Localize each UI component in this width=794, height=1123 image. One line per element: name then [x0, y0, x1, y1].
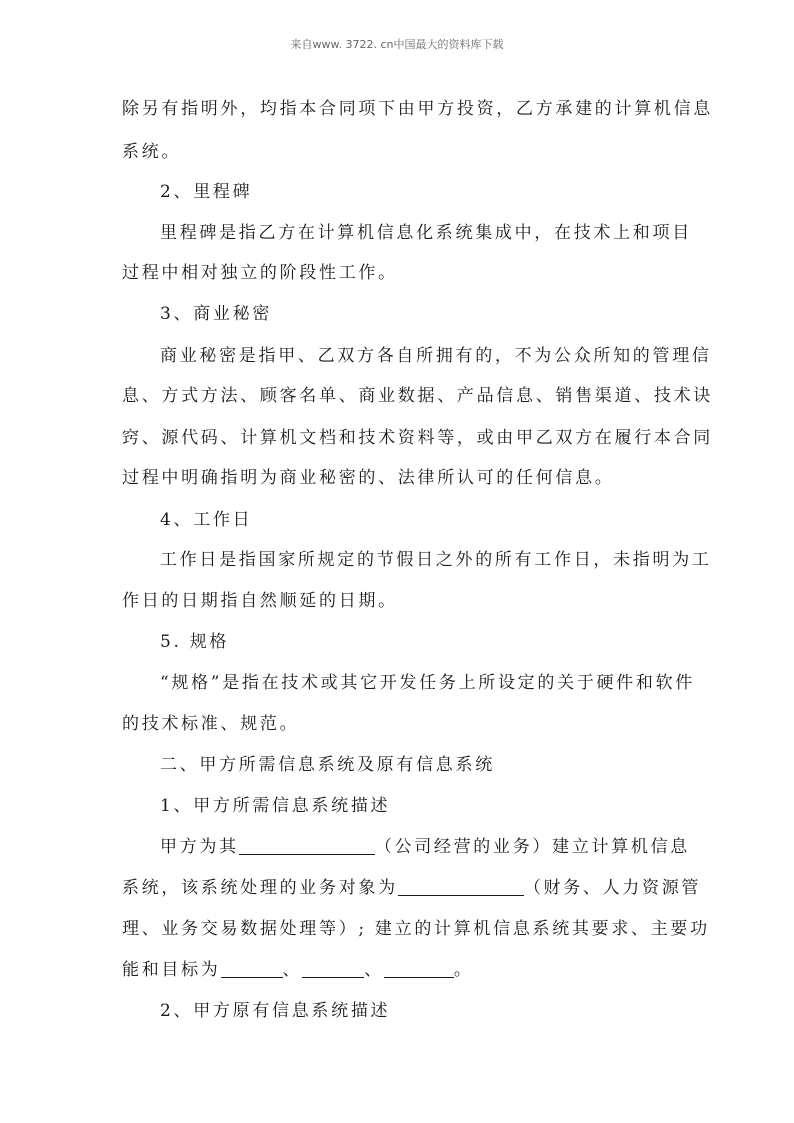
- text-line-with-blank: [122, 959, 474, 981]
- text-fragment: 系统，该系统处理的业务对象为: [122, 878, 398, 898]
- text-line: 商业秘密是指甲、乙双方各自所拥有的，不为公众所知的管理信: [160, 346, 712, 366]
- text-line: 系统。: [122, 142, 182, 162]
- text-line: 除另有指明外，均指本合同项下由甲方投资，乙方承建的计算机信息: [122, 99, 713, 119]
- section-heading: 2、里程碑: [160, 182, 253, 202]
- fill-in-blank[interactable]: [221, 960, 283, 978]
- text-line: 的技术标准、规范。: [122, 714, 300, 734]
- text-fragment: 。: [453, 960, 474, 980]
- section-heading: 4、工作日: [160, 510, 253, 530]
- text-fragment: 、: [282, 960, 303, 980]
- page-header-watermark: 来自www. 3722. cn中国最大的资料库下载: [290, 38, 504, 51]
- text-fragment: 、: [364, 960, 384, 980]
- chapter-heading: 二、甲方所需信息系统及原有信息系统: [160, 755, 495, 775]
- fill-in-blank[interactable]: [239, 837, 375, 855]
- text-line: 过程中明确指明为商业秘密的、法律所认可的任何信息。: [122, 468, 615, 488]
- fill-in-blank[interactable]: [302, 960, 364, 978]
- text-fragment: 能和目标为: [122, 960, 221, 980]
- text-line-with-blank: [160, 836, 690, 858]
- text-line: 作日的日期指自然顺延的日期。: [122, 591, 398, 611]
- fill-in-blank[interactable]: [384, 960, 454, 978]
- text-line: 理、业务交易数据处理等）; 建立的计算机信息系统其要求、主要功: [122, 919, 710, 939]
- section-heading: 3、商业秘密: [160, 304, 273, 324]
- text-line: 里程碑是指乙方在计算机信息化系统集成中，在技术上和项目: [160, 223, 692, 243]
- text-fragment: （财务、人力资源管: [523, 878, 702, 898]
- text-fragment: （公司经营的业务）建立计算机信息: [374, 837, 691, 857]
- fill-in-blank[interactable]: [398, 878, 524, 896]
- section-heading: 2、甲方原有信息系统描述: [160, 1001, 391, 1021]
- text-line-with-blank: [122, 877, 701, 899]
- text-line: 窍、源代码、计算机文档和技术资料等，或由甲乙双方在履行本合同: [122, 428, 713, 448]
- section-heading: 1、甲方所需信息系统描述: [160, 796, 391, 816]
- text-line: 工作日是指国家所规定的节假日之外的所有工作日，未指明为工: [160, 550, 712, 570]
- text-line: 息、方式方法、顾客名单、商业数据、产品信息、销售渠道、技术诀: [122, 386, 713, 406]
- text-fragment: 甲方为其: [160, 837, 239, 857]
- text-line: 过程中相对独立的阶段性工作。: [122, 263, 398, 283]
- text-line: “规格”是指在技术或其它开发任务上所设定的关于硬件和软件: [160, 673, 695, 693]
- section-heading: 5. 规格: [160, 632, 230, 652]
